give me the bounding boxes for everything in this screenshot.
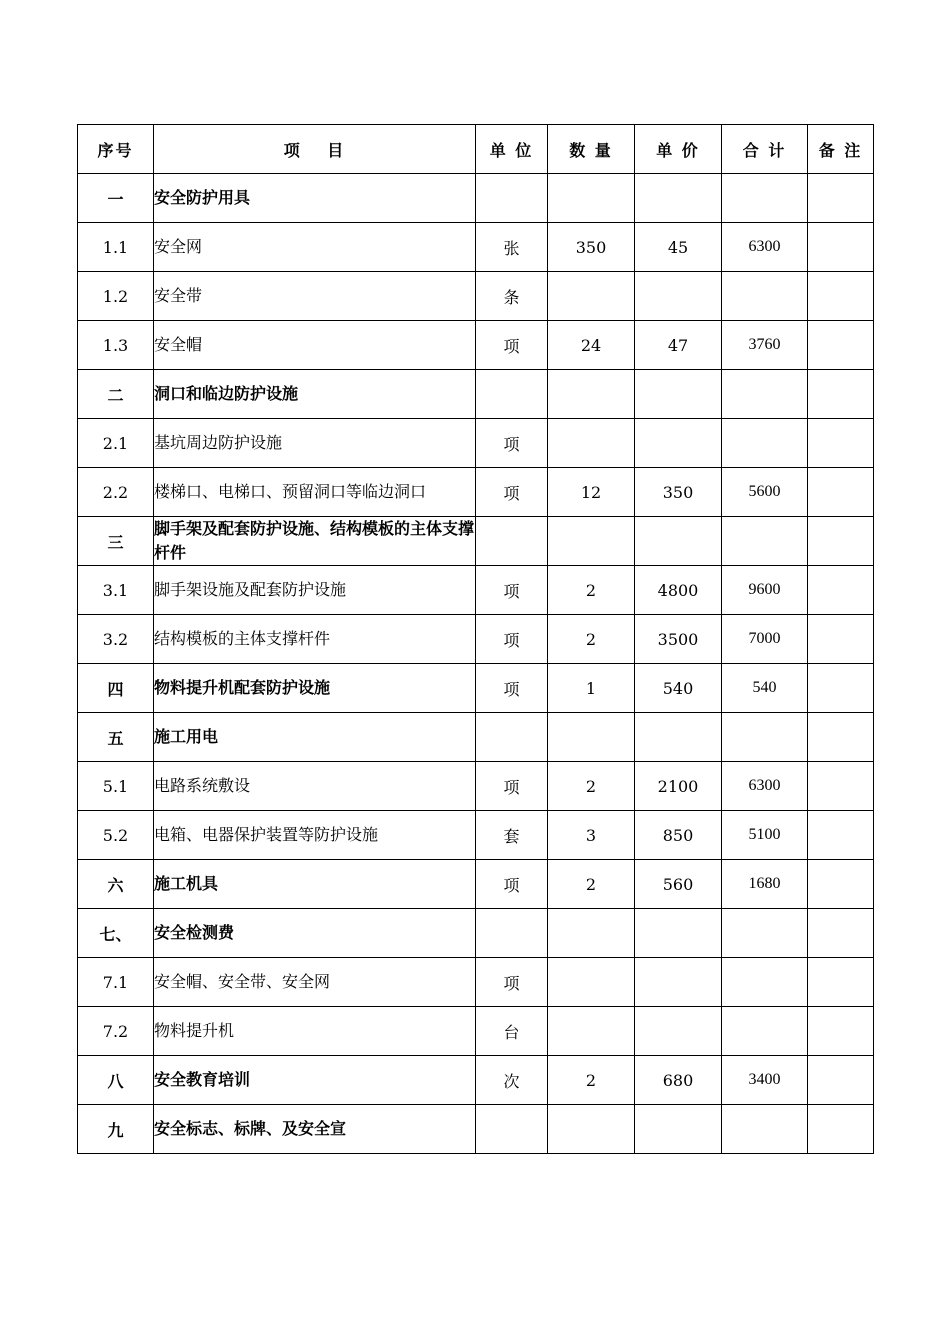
note-cell bbox=[808, 909, 874, 958]
note-cell bbox=[808, 958, 874, 1007]
row-number: 5.1 bbox=[78, 762, 154, 811]
unit-cell: 张 bbox=[476, 223, 548, 272]
item-name: 安全教育培训 bbox=[154, 1056, 476, 1105]
row-number: 1.3 bbox=[78, 321, 154, 370]
unit-cell: 项 bbox=[476, 468, 548, 517]
table-row bbox=[78, 909, 874, 958]
note-cell bbox=[808, 713, 874, 762]
total-cell: 5100 bbox=[722, 811, 808, 860]
table-row bbox=[78, 1007, 874, 1056]
unit-price-cell bbox=[635, 958, 722, 1007]
note-cell bbox=[808, 811, 874, 860]
quantity-cell bbox=[548, 419, 635, 468]
unit-price-cell bbox=[635, 713, 722, 762]
note-cell bbox=[808, 419, 874, 468]
quantity-cell: 2 bbox=[548, 762, 635, 811]
item-name: 安全帽、安全带、安全网 bbox=[154, 958, 476, 1007]
table-row bbox=[78, 958, 874, 1007]
quantity-cell bbox=[548, 1105, 635, 1154]
quantity-cell bbox=[548, 958, 635, 1007]
item-name: 基坑周边防护设施 bbox=[154, 419, 476, 468]
item-name: 安全带 bbox=[154, 272, 476, 321]
item-name: 安全检测费 bbox=[154, 909, 476, 958]
total-cell: 6300 bbox=[722, 223, 808, 272]
unit-price-cell: 560 bbox=[635, 860, 722, 909]
header-item: 项 目 bbox=[154, 125, 476, 174]
table-row bbox=[78, 272, 874, 321]
header-note: 备 注 bbox=[808, 125, 874, 174]
unit-cell: 套 bbox=[476, 811, 548, 860]
unit-cell: 条 bbox=[476, 272, 548, 321]
item-name: 安全防护用具 bbox=[154, 174, 476, 223]
unit-price-cell: 45 bbox=[635, 223, 722, 272]
total-cell: 3760 bbox=[722, 321, 808, 370]
item-name: 施工用电 bbox=[154, 713, 476, 762]
item-name: 洞口和临边防护设施 bbox=[154, 370, 476, 419]
header-no: 序号 bbox=[78, 125, 154, 174]
total-cell: 6300 bbox=[722, 762, 808, 811]
row-number: 六 bbox=[78, 860, 154, 909]
unit-price-cell bbox=[635, 1105, 722, 1154]
item-name: 脚手架及配套防护设施、结构模板的主体支撑杆件 bbox=[154, 517, 476, 566]
quantity-cell: 2 bbox=[548, 566, 635, 615]
total-cell: 540 bbox=[722, 664, 808, 713]
note-cell bbox=[808, 223, 874, 272]
total-cell bbox=[722, 419, 808, 468]
total-cell bbox=[722, 1007, 808, 1056]
row-number: 九 bbox=[78, 1105, 154, 1154]
unit-price-cell: 2100 bbox=[635, 762, 722, 811]
quantity-cell bbox=[548, 517, 635, 566]
total-cell bbox=[722, 958, 808, 1007]
unit-cell: 项 bbox=[476, 321, 548, 370]
table-row bbox=[78, 517, 874, 566]
quantity-cell: 3 bbox=[548, 811, 635, 860]
unit-price-cell: 350 bbox=[635, 468, 722, 517]
unit-cell bbox=[476, 370, 548, 419]
unit-price-cell: 4800 bbox=[635, 566, 722, 615]
unit-cell: 项 bbox=[476, 615, 548, 664]
quantity-cell: 2 bbox=[548, 615, 635, 664]
row-number: 1.2 bbox=[78, 272, 154, 321]
unit-price-cell bbox=[635, 517, 722, 566]
unit-price-cell bbox=[635, 272, 722, 321]
table-row bbox=[78, 223, 874, 272]
table-row bbox=[78, 566, 874, 615]
unit-price-cell: 540 bbox=[635, 664, 722, 713]
quantity-cell: 350 bbox=[548, 223, 635, 272]
table-row bbox=[78, 1105, 874, 1154]
total-cell: 5600 bbox=[722, 468, 808, 517]
item-name: 施工机具 bbox=[154, 860, 476, 909]
table-header-row bbox=[78, 125, 874, 174]
note-cell bbox=[808, 517, 874, 566]
unit-cell bbox=[476, 1105, 548, 1154]
quantity-cell bbox=[548, 370, 635, 419]
table-row bbox=[78, 713, 874, 762]
quantity-cell: 24 bbox=[548, 321, 635, 370]
quantity-cell: 12 bbox=[548, 468, 635, 517]
quantity-cell bbox=[548, 909, 635, 958]
row-number: 七、 bbox=[78, 909, 154, 958]
table-body bbox=[78, 174, 874, 1154]
row-number: 一 bbox=[78, 174, 154, 223]
quantity-cell bbox=[548, 174, 635, 223]
total-cell: 7000 bbox=[722, 615, 808, 664]
row-number: 2.2 bbox=[78, 468, 154, 517]
item-name: 楼梯口、电梯口、预留洞口等临边洞口 bbox=[154, 468, 476, 517]
table-row bbox=[78, 419, 874, 468]
quantity-cell: 2 bbox=[548, 1056, 635, 1105]
note-cell bbox=[808, 272, 874, 321]
note-cell bbox=[808, 762, 874, 811]
note-cell bbox=[808, 566, 874, 615]
table-row bbox=[78, 860, 874, 909]
note-cell bbox=[808, 1105, 874, 1154]
row-number: 7.2 bbox=[78, 1007, 154, 1056]
row-number: 四 bbox=[78, 664, 154, 713]
item-name: 安全标志、标牌、及安全宣 bbox=[154, 1105, 476, 1154]
total-cell bbox=[722, 517, 808, 566]
unit-price-cell bbox=[635, 1007, 722, 1056]
unit-cell: 台 bbox=[476, 1007, 548, 1056]
row-number: 2.1 bbox=[78, 419, 154, 468]
unit-price-cell bbox=[635, 174, 722, 223]
unit-cell bbox=[476, 517, 548, 566]
note-cell bbox=[808, 1007, 874, 1056]
total-cell: 9600 bbox=[722, 566, 808, 615]
table-row bbox=[78, 174, 874, 223]
unit-price-cell: 3500 bbox=[635, 615, 722, 664]
safety-cost-table bbox=[77, 124, 874, 1154]
quantity-cell: 2 bbox=[548, 860, 635, 909]
row-number: 五 bbox=[78, 713, 154, 762]
header-qty: 数 量 bbox=[548, 125, 635, 174]
total-cell bbox=[722, 909, 808, 958]
row-number: 7.1 bbox=[78, 958, 154, 1007]
item-name: 结构模板的主体支撑杆件 bbox=[154, 615, 476, 664]
table-row bbox=[78, 370, 874, 419]
quantity-cell bbox=[548, 713, 635, 762]
unit-cell: 次 bbox=[476, 1056, 548, 1105]
item-name: 电路系统敷设 bbox=[154, 762, 476, 811]
unit-price-cell: 680 bbox=[635, 1056, 722, 1105]
note-cell bbox=[808, 370, 874, 419]
total-cell bbox=[722, 1105, 808, 1154]
header-price: 单 价 bbox=[635, 125, 722, 174]
unit-cell: 项 bbox=[476, 762, 548, 811]
quantity-cell: 1 bbox=[548, 664, 635, 713]
unit-price-cell bbox=[635, 370, 722, 419]
unit-cell: 项 bbox=[476, 419, 548, 468]
unit-price-cell bbox=[635, 909, 722, 958]
table-row bbox=[78, 664, 874, 713]
total-cell bbox=[722, 713, 808, 762]
row-number: 二 bbox=[78, 370, 154, 419]
item-name: 物料提升机配套防护设施 bbox=[154, 664, 476, 713]
unit-cell: 项 bbox=[476, 860, 548, 909]
unit-cell: 项 bbox=[476, 664, 548, 713]
unit-price-cell bbox=[635, 419, 722, 468]
header-total: 合 计 bbox=[722, 125, 808, 174]
note-cell bbox=[808, 615, 874, 664]
total-cell: 1680 bbox=[722, 860, 808, 909]
unit-price-cell: 850 bbox=[635, 811, 722, 860]
row-number: 八 bbox=[78, 1056, 154, 1105]
row-number: 3.2 bbox=[78, 615, 154, 664]
unit-cell: 项 bbox=[476, 958, 548, 1007]
note-cell bbox=[808, 860, 874, 909]
total-cell: 3400 bbox=[722, 1056, 808, 1105]
item-name: 安全帽 bbox=[154, 321, 476, 370]
table-row bbox=[78, 1056, 874, 1105]
table-row bbox=[78, 615, 874, 664]
unit-price-cell: 47 bbox=[635, 321, 722, 370]
quantity-cell bbox=[548, 1007, 635, 1056]
unit-cell: 项 bbox=[476, 566, 548, 615]
table-row bbox=[78, 468, 874, 517]
item-name: 脚手架设施及配套防护设施 bbox=[154, 566, 476, 615]
item-name: 物料提升机 bbox=[154, 1007, 476, 1056]
item-name: 电箱、电器保护装置等防护设施 bbox=[154, 811, 476, 860]
unit-cell bbox=[476, 909, 548, 958]
row-number: 三 bbox=[78, 517, 154, 566]
item-name: 安全网 bbox=[154, 223, 476, 272]
total-cell bbox=[722, 272, 808, 321]
note-cell bbox=[808, 664, 874, 713]
note-cell bbox=[808, 321, 874, 370]
header-unit: 单 位 bbox=[476, 125, 548, 174]
note-cell bbox=[808, 1056, 874, 1105]
unit-cell bbox=[476, 174, 548, 223]
row-number: 1.1 bbox=[78, 223, 154, 272]
row-number: 3.1 bbox=[78, 566, 154, 615]
unit-cell bbox=[476, 713, 548, 762]
row-number: 5.2 bbox=[78, 811, 154, 860]
total-cell bbox=[722, 370, 808, 419]
quantity-cell bbox=[548, 272, 635, 321]
table-row bbox=[78, 762, 874, 811]
note-cell bbox=[808, 174, 874, 223]
table-row bbox=[78, 811, 874, 860]
note-cell bbox=[808, 468, 874, 517]
table-row bbox=[78, 321, 874, 370]
total-cell bbox=[722, 174, 808, 223]
